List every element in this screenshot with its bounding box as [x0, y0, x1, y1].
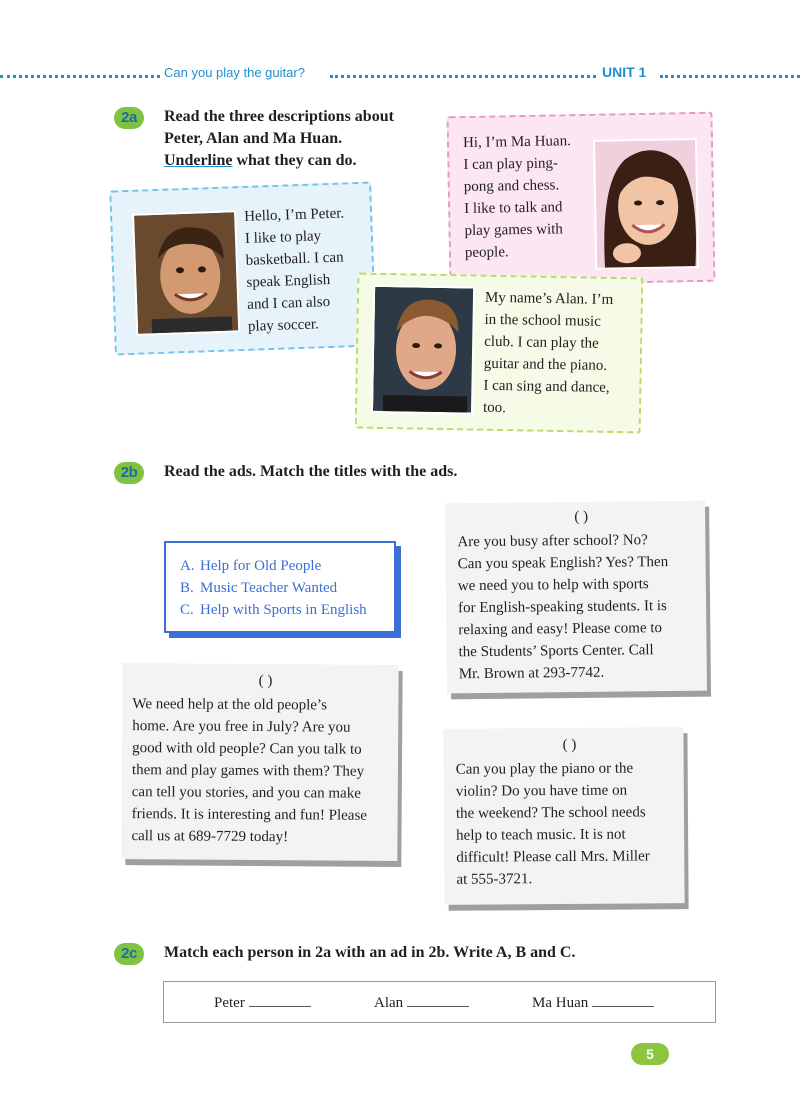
header-title: Can you play the guitar?: [160, 65, 309, 80]
ma-huan-text: [463, 130, 573, 264]
ma-huan-line-3: pong and chess.: [463, 177, 560, 196]
ad-music-line-3: the weekend? The school needs: [455, 804, 646, 822]
instruction-2b: Read the ads. Match the titles with the ads.: [164, 463, 458, 480]
ma-huan-line-6: people.: [464, 244, 509, 262]
ma-huan-line-5: play games with: [464, 221, 563, 240]
alan-text: [483, 287, 614, 421]
ad-sports-line-3: we need you to help with sports: [457, 576, 649, 595]
peter-line-6: play soccer.: [247, 316, 320, 335]
underline-word: Underline: [164, 152, 233, 169]
title-option-c: [180, 599, 394, 621]
ma-huan-line-1: Hi, I’m Ma Huan.: [462, 133, 572, 152]
ad-old-line-7: call us at 689-7729 today!: [131, 828, 289, 846]
ad-sports-line-4: for English-speaking students. It is: [458, 598, 667, 617]
photo-alan: [371, 285, 475, 415]
ad-old-answer-blank[interactable]: ( ): [258, 672, 273, 690]
page-number: 5: [631, 1043, 669, 1065]
ad-old-line-1: We need help at the old people’s: [132, 696, 328, 714]
instruction-2a-line1: Read the three descriptions about: [164, 108, 394, 125]
ad-music-line-4: help to teach music. It is not: [456, 826, 626, 844]
peter-text: [244, 202, 349, 337]
photo-ma-huan: [593, 138, 699, 270]
badge-2b: 2b: [114, 462, 144, 484]
ma-huan-face-icon: [595, 140, 699, 270]
ma-huan-line-2: I can play ping-: [463, 155, 559, 174]
instruction-2a-line3: [164, 150, 394, 172]
alan-line-2: in the school music: [484, 311, 601, 330]
card-alan: [355, 273, 644, 434]
title-key-a: A.: [180, 558, 195, 574]
ad-old-line-3: good with old people? Can you talk to: [132, 740, 362, 758]
peter-line-5: and I can also: [246, 293, 331, 313]
ad-music-line-6: at 555-3721.: [456, 871, 533, 888]
ad-sports-line-7: Mr. Brown at 293-7742.: [458, 664, 605, 683]
ad-old-line-4: them and play games with them? They: [131, 762, 365, 780]
alan-line-4: guitar and the piano.: [483, 355, 608, 374]
ad-titles-box: [164, 541, 396, 633]
photo-peter: [132, 210, 240, 336]
title-key-b: B.: [180, 580, 194, 596]
instruction-2a-line2: Peter, Alan and Ma Huan.: [164, 130, 343, 147]
title-option-a: [180, 555, 394, 577]
peter-line-1: Hello, I’m Peter.: [243, 205, 345, 225]
ad-music-answer-blank[interactable]: ( ): [562, 736, 577, 754]
ad-sports: [445, 501, 707, 694]
alan-line-6: too.: [482, 399, 507, 417]
header-unit: UNIT 1: [598, 64, 650, 80]
answer-cell-ma-huan: [532, 993, 654, 1012]
peter-line-2: I like to play: [244, 228, 322, 247]
ad-music: [443, 727, 684, 905]
header-dots-left: [0, 75, 160, 78]
ad-sports-line-6: the Students’ Sports Center. Call: [458, 642, 654, 661]
ma-huan-line-4: I like to talk and: [464, 199, 563, 218]
peter-line-4: speak English: [246, 271, 331, 291]
answer-cell-alan: [374, 993, 469, 1012]
title-option-b: [180, 577, 394, 599]
alan-face-icon: [373, 287, 475, 415]
answer-label-alan: Alan: [374, 995, 404, 1011]
badge-2a: 2a: [114, 107, 144, 129]
header-dots-right: [660, 75, 800, 78]
ad-sports-answer-blank[interactable]: ( ): [574, 508, 589, 526]
header-dots-middle: [330, 75, 602, 78]
answer-label-ma-huan: Ma Huan: [532, 995, 589, 1011]
ad-sports-line-2: Can you speak English? Yes? Then: [457, 554, 669, 573]
title-text-c: Help with Sports in English: [200, 602, 367, 618]
answer-label-peter: Peter: [214, 995, 245, 1011]
ad-sports-line-1: Are you busy after school? No?: [457, 532, 648, 551]
alan-line-1: My name’s Alan. I’m: [484, 289, 614, 308]
instruction-2a-rest: what they can do.: [232, 152, 357, 169]
ad-old-people: [121, 663, 398, 861]
answer-blank-peter[interactable]: [249, 993, 311, 1007]
alan-line-3: club. I can play the: [484, 333, 599, 352]
instruction-2c: Match each person in 2a with an ad in 2b. Write A, B and C.: [164, 944, 576, 961]
ad-music-line-5: difficult! Please call Mrs. Miller: [456, 848, 650, 866]
badge-2c: 2c: [114, 943, 144, 965]
peter-line-3: basketball. I can: [245, 249, 344, 269]
title-text-b: Music Teacher Wanted: [200, 580, 338, 596]
ad-music-line-1: Can you play the piano or the: [455, 760, 634, 778]
ad-sports-line-5: relaxing and easy! Please come to: [458, 620, 663, 639]
title-key-c: C.: [180, 602, 194, 618]
instruction-2a: [164, 106, 394, 172]
title-text-a: Help for Old People: [200, 558, 322, 574]
card-peter: [109, 181, 377, 355]
answer-cell-peter: [214, 993, 311, 1012]
answer-table: [163, 981, 716, 1023]
ad-old-line-5: can tell you stories, and you can make: [131, 784, 361, 802]
ad-old-line-2: home. Are you free in July? Are you: [132, 718, 351, 736]
answer-blank-ma-huan[interactable]: [592, 993, 654, 1007]
ad-music-line-2: violin? Do you have time on: [455, 782, 628, 800]
card-ma-huan: [447, 112, 716, 287]
answer-blank-alan[interactable]: [407, 993, 469, 1007]
alan-line-5: I can sing and dance,: [483, 377, 610, 396]
peter-face-icon: [134, 212, 240, 336]
ad-old-line-6: friends. It is interesting and fun! Please: [131, 806, 368, 824]
